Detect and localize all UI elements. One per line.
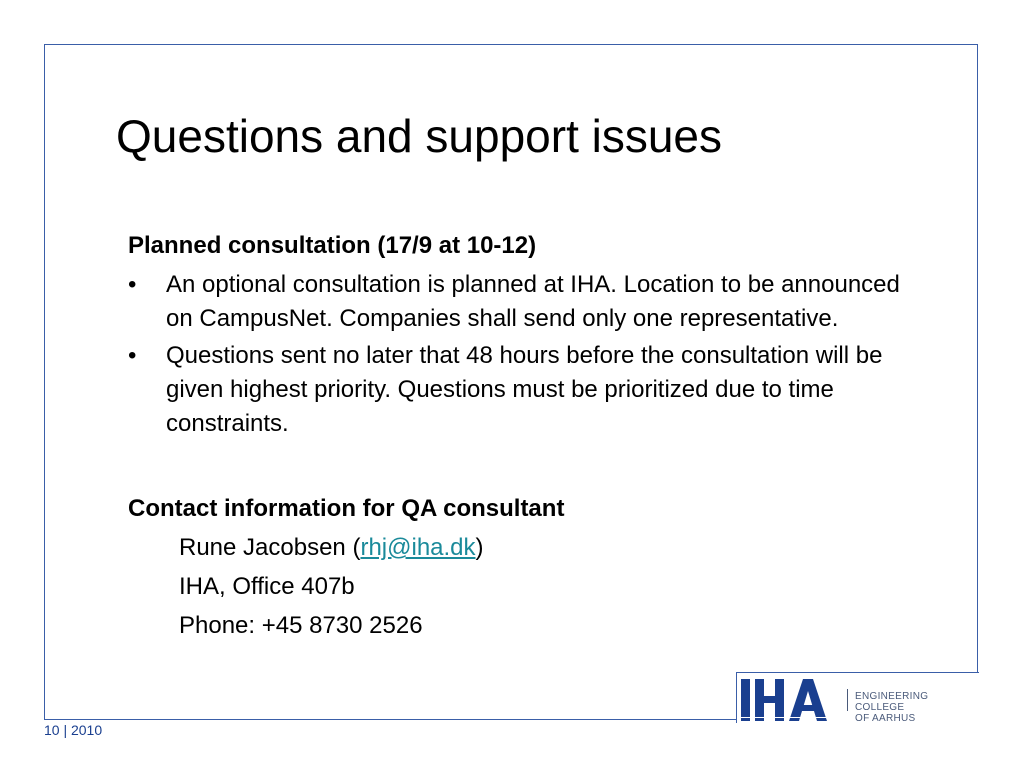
contact-name xyxy=(128,531,908,565)
logo-divider xyxy=(847,689,848,711)
logo-line2: OF AARHUS xyxy=(855,713,916,724)
logo-line1: ENGINEERING COLLEGE xyxy=(855,691,929,713)
iha-logo xyxy=(736,672,979,723)
page-footer: 10 | 2010 xyxy=(44,722,103,738)
contact-heading: Contact information for QA consultant xyxy=(128,495,565,522)
email-link[interactable]: rhj@iha.dk xyxy=(360,534,476,561)
bullet-dot: • xyxy=(128,342,137,369)
bullet-item xyxy=(128,268,908,336)
bullet-text: Questions sent no later that 48 hours before the consultation will be given highest priority. Questions must be prioritized due to time constraints. xyxy=(166,342,883,437)
iha-logo-mark-icon xyxy=(737,673,849,723)
contact-phone: Phone: +45 8730 2526 xyxy=(179,612,423,639)
contact-name-prefix: Rune Jacobsen ( xyxy=(179,534,361,561)
bullet-item xyxy=(128,339,908,441)
slide-title: Questions and support issues xyxy=(116,110,723,162)
bullet-text: An optional consultation is planned at IHA. Location to be announced on CampusNet. Companies shall send only one representative. xyxy=(166,271,900,332)
contact-office: IHA, Office 407b xyxy=(179,573,355,600)
contact-name-suffix: ) xyxy=(475,534,484,561)
slide-content xyxy=(128,229,908,648)
consultation-heading: Planned consultation (17/9 at 10-12) xyxy=(128,232,537,259)
bullet-dot: • xyxy=(128,271,137,298)
logo-text xyxy=(855,691,979,724)
